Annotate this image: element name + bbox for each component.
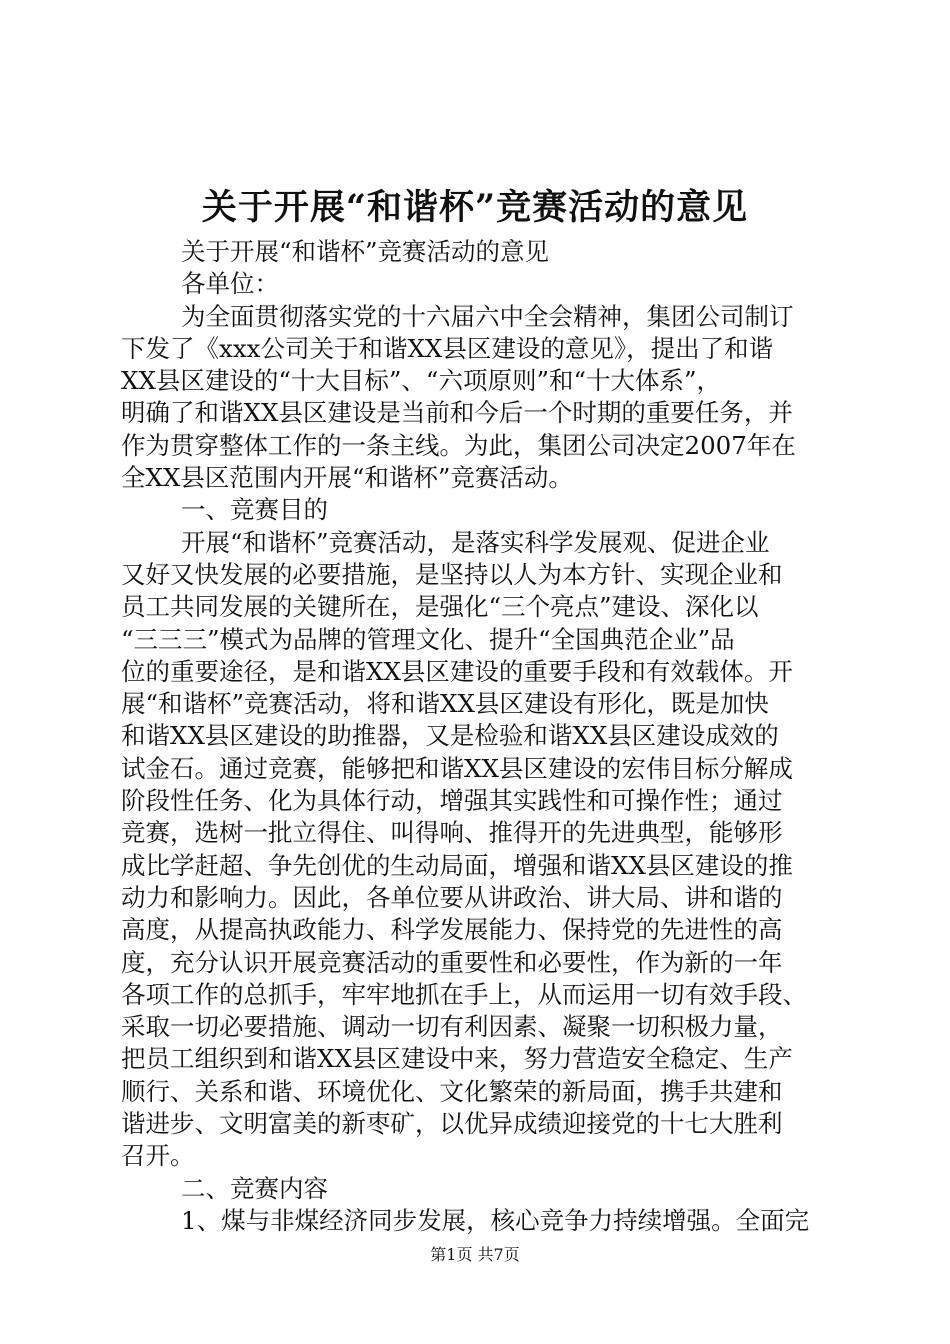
- text-line: 明确了和谐XX县区建设是当前和今后一个时期的重要任务，并: [121, 398, 793, 428]
- text-line: 顺行、关系和谐、环境优化、文化繁荣的新局面，携手共建和: [121, 1076, 783, 1106]
- document-body: [121, 236, 841, 1237]
- section-heading: 一、竞赛目的: [181, 495, 328, 525]
- text-line: 全XX县区范围内开展“和谐杯”竞赛活动。: [121, 463, 573, 493]
- text-line: 竞赛，选树一批立得住、叫得响、推得开的先进典型，能够形: [121, 818, 783, 848]
- text-line: 谐进步、文明富美的新枣矿，以优异成绩迎接党的十七大胜利: [121, 1109, 783, 1139]
- text-line: 动力和影响力。因此，各单位要从讲政治、讲大局、讲和谐的: [121, 882, 783, 912]
- text-line: XX县区建设的“十大目标”、“六项原则”和“十大体系”，: [121, 366, 722, 396]
- text-line: 高度，从提高执政能力、科学发展能力、保持党的先进性的高: [121, 915, 783, 945]
- text-line: 各单位：: [181, 269, 279, 299]
- text-line: 把员工组织到和谐XX县区建设中来，努力营造安全稳定、生产: [121, 1044, 793, 1074]
- text-line: “三三三”模式为品牌的管理文化、提升“全国典范企业”品: [121, 624, 735, 654]
- text-line: 作为贯穿整体工作的一条主线。为此，集团公司决定2007年在: [121, 430, 796, 460]
- text-line: 位的重要途径，是和谐XX县区建设的重要手段和有效载体。开: [121, 656, 793, 686]
- text-line: 又好又快发展的必要措施，是坚持以人为本方针、实现企业和: [121, 559, 783, 589]
- text-line: 采取一切必要措施、调动一切有利因素、凝聚一切积极力量，: [121, 1012, 783, 1042]
- text-line: 关于开展“和谐杯”竞赛活动的意见: [181, 237, 550, 266]
- text-line: 和谐XX县区建设的助推器，又是检验和谐XX县区建设成效的: [121, 721, 779, 751]
- text-line: 下发了《xxx公司关于和谐XX县区建设的意见》，提出了和谐: [121, 333, 774, 363]
- section-heading: 二、竞赛内容: [181, 1173, 328, 1203]
- text-line: 展“和谐杯”竞赛活动，将和谐XX县区建设有形化，既是加快: [121, 689, 769, 719]
- text-line: 度，充分认识开展竞赛活动的重要性和必要性，作为新的一年: [121, 947, 783, 977]
- text-line: 开展“和谐杯”竞赛活动，是落实科学发展观、促进企业: [181, 527, 770, 557]
- page-footer: 第1页 共7页: [430, 1245, 520, 1264]
- text-line: 成比学赶超、争先创优的生动局面，增强和谐XX县区建设的推: [121, 850, 793, 880]
- text-line: 1、煤与非煤经济同步发展，核心竞争力持续增强。全面完: [181, 1205, 810, 1235]
- document-title: 关于开展“和谐杯”竞赛活动的意见: [201, 187, 749, 228]
- text-line: 阶段性任务、化为具体行动，增强其实践性和可操作性；通过: [121, 786, 783, 816]
- text-line: 召开。: [121, 1141, 195, 1171]
- text-line: 为全面贯彻落实党的十六届六中全会精神，集团公司制订: [181, 301, 794, 331]
- text-line: 员工共同发展的关键所在，是强化“三个亮点”建设、深化以: [121, 592, 759, 622]
- text-line: 试金石。通过竞赛，能够把和谐XX县区建设的宏伟目标分解成: [121, 753, 793, 783]
- text-line: 各项工作的总抓手，牢牢地抓在手上，从而运用一切有效手段、: [121, 979, 807, 1009]
